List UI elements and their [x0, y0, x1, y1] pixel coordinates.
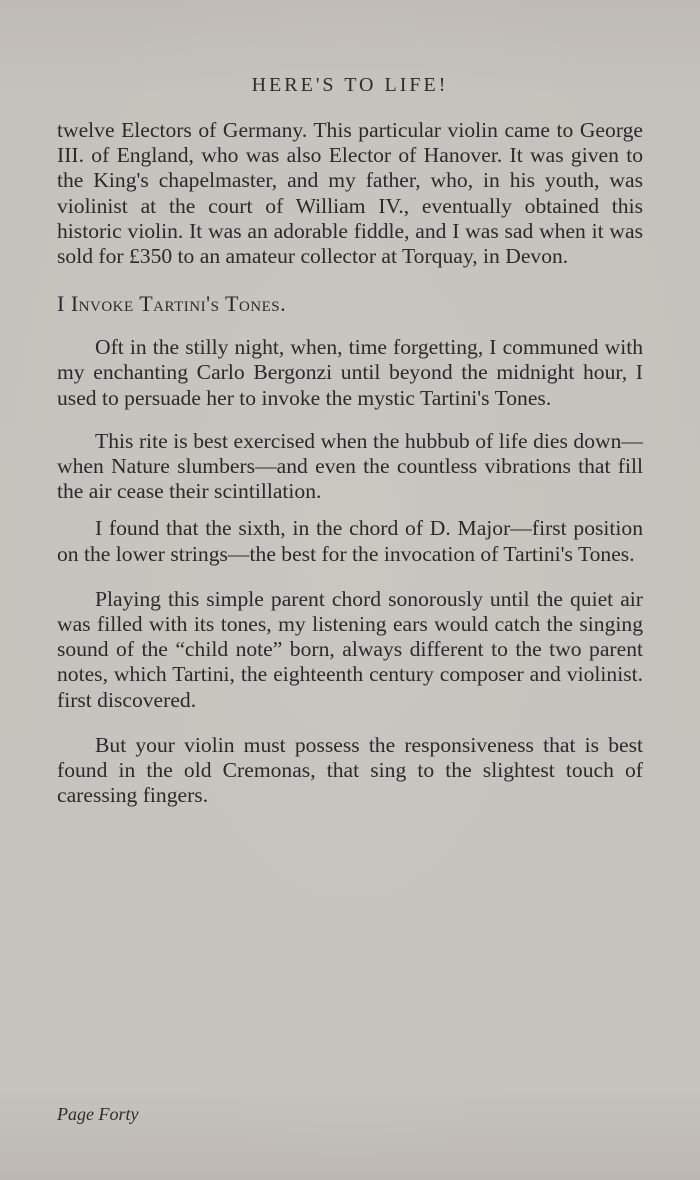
paragraph-continuation: twelve Electors of Germany. This particular violin came to George III. of England, who was also Elector of Hanover. It was given to the King's chapelmaster, and my father, who, in his youth, was violinist at the court of William IV., eventually obtained this historic violin. It was an adorable fiddle, and I was sad when it was sold for £350 to an amateur collector at Torquay, in Devon.: [57, 118, 643, 269]
paragraph: But your violin must possess the responsiveness that is best found in the old Cremonas, that sing to the slightest touch of caressing fingers.: [57, 732, 643, 808]
paragraph: Oft in the stilly night, when, time forgetting, I communed with my enchanting Carlo Bergonzi until beyond the midnight hour, I used to persuade her to invoke the mystic Tartini's Tones.: [57, 335, 643, 410]
running-head: HERE'S TO LIFE!: [251, 74, 449, 96]
paragraph: I found that the sixth, in the chord of D. Major—first position on the lower strings—the best for the invocation of Tartini's Tones.: [57, 516, 643, 566]
section-heading: I Invoke Tartini's Tones.: [57, 291, 287, 317]
page-number: Page Forty: [57, 1104, 139, 1124]
body-text: [57, 118, 643, 808]
paragraph: This rite is best exercised when the hubbub of life dies down—when Nature slumbers—and even the countless vibrations that fill the air cease their scintillation.: [57, 428, 643, 504]
paragraph: Playing this simple parent chord sonorously until the quiet air was filled with its tones, my listening ears would catch the singing sound of the “child note” born, always different to the two parent notes, which Tartini, the eighteenth century composer and violinist. first discovered.: [57, 586, 643, 712]
